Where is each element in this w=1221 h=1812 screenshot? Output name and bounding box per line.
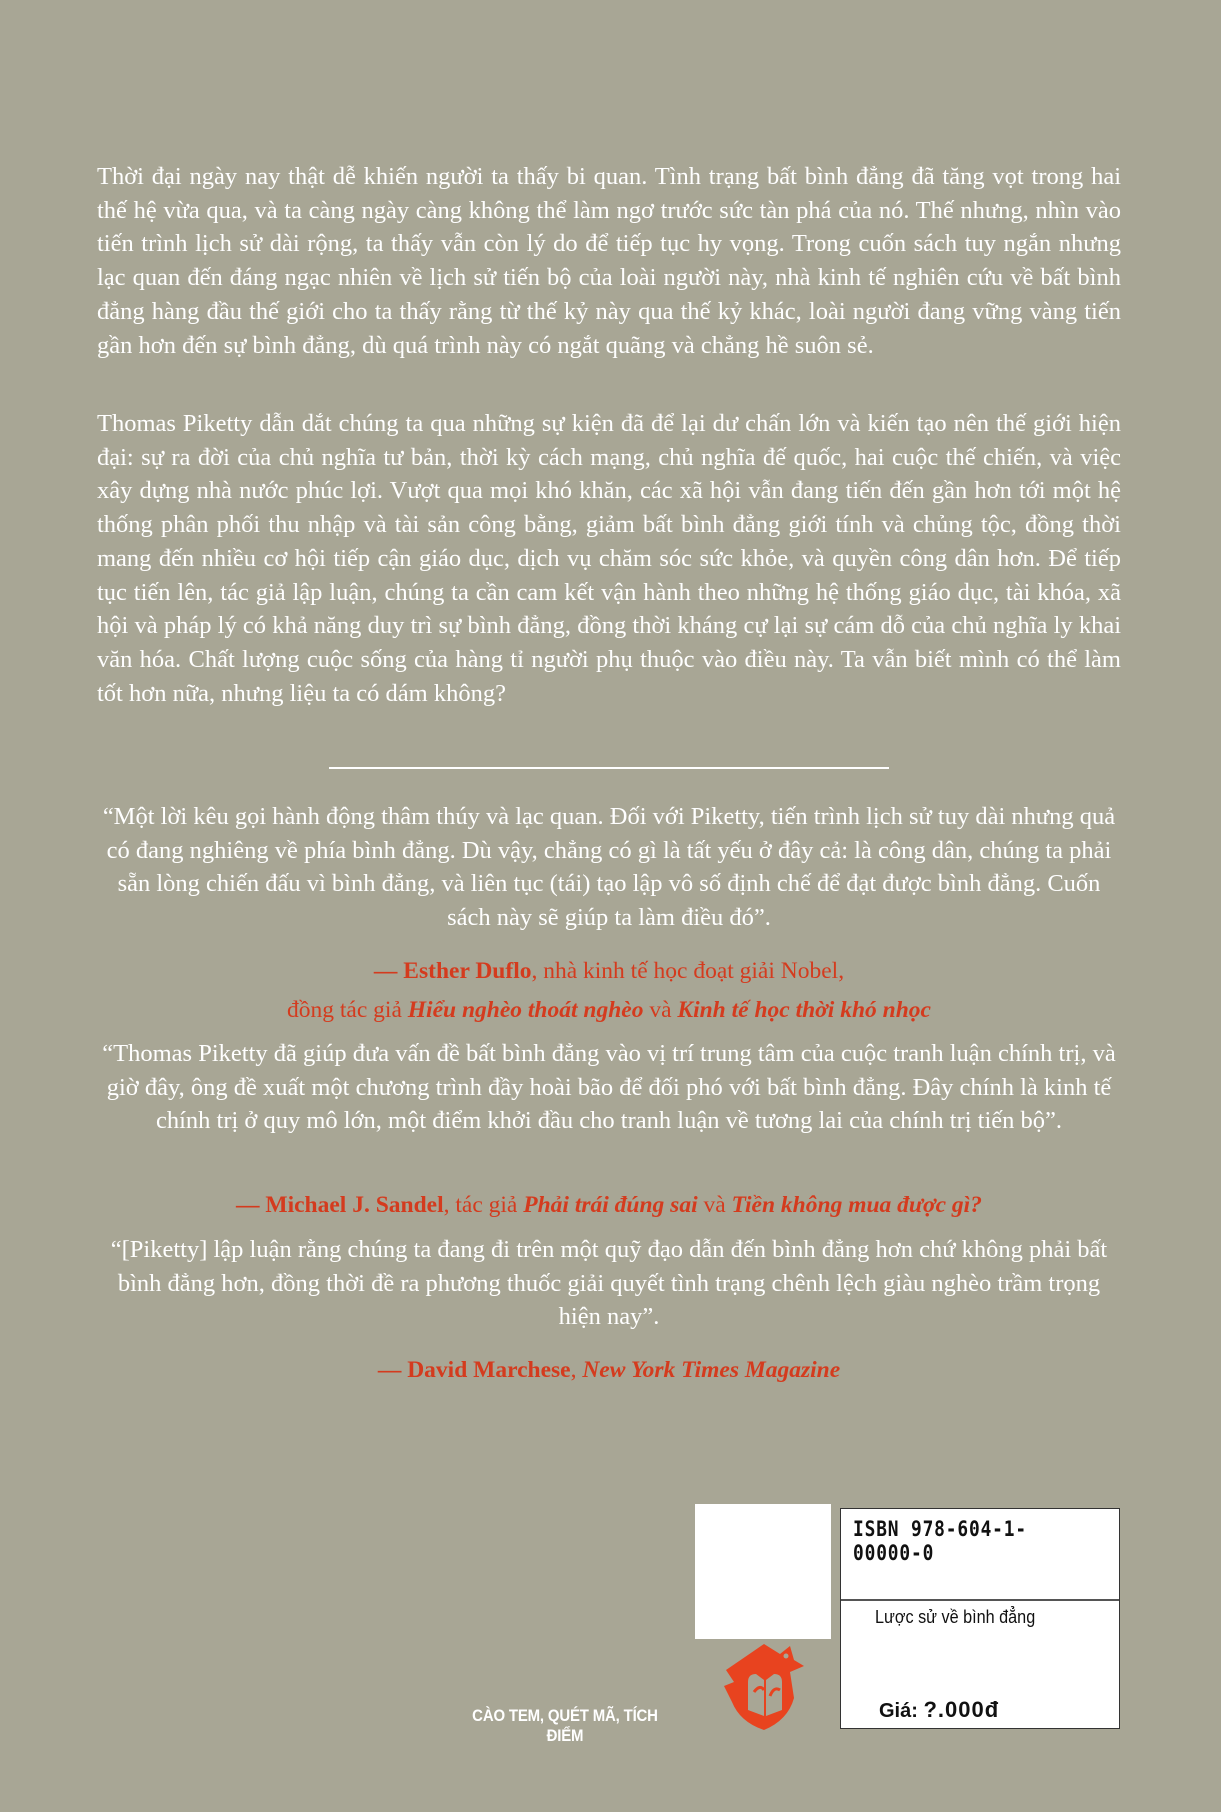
section-divider — [329, 767, 889, 769]
books-joiner: và — [697, 1192, 732, 1218]
books-prefix: đồng tác giả — [287, 997, 408, 1023]
quote-duflo-books — [97, 994, 1121, 1026]
quote-sandel: “Thomas Piketty đã giúp đưa vấn đề bất bình đẳng vào vị trí trung tâm của cuộc tranh luận chính trị, và giờ đây, ông đề xuất một chương trình đầy hoài bão để đối phó với bất bình đẳng. Đây chính là kinh tế chính trị ở quy mô lớn, một điểm khởi đầu cho tranh luận về tương lai của chính trị tiến bộ”. — [102, 1040, 1116, 1135]
quote-author: — Michael J. Sandel — [236, 1192, 444, 1218]
price — [879, 1697, 999, 1723]
book-title: Phải trái đúng sai — [523, 1192, 698, 1218]
book-title: Hiểu nghèo thoát nghèo — [407, 997, 644, 1023]
quote-duflo-attribution — [97, 955, 1121, 987]
quote-author-role: , — [570, 1357, 583, 1383]
book-title: Tiền không mua được gì? — [731, 1192, 982, 1218]
isbn-barcode-box — [840, 1508, 1120, 1729]
publisher-logo-icon — [720, 1640, 810, 1735]
books-joiner: và — [643, 997, 678, 1023]
quote-author-role: , tác giả — [443, 1192, 524, 1218]
quote-author: — David Marchese — [377, 1357, 571, 1383]
price-label: Giá: — [879, 1700, 918, 1722]
scratch-stamp-box — [695, 1504, 831, 1639]
quote-marchese-attribution — [97, 1354, 1121, 1386]
publication-title: New York Times Magazine — [582, 1357, 841, 1383]
stamp-caption: CÀO TEM, QUÉT MÃ, TÍCH ĐIỂM — [472, 1706, 658, 1745]
blurb-paragraph-2: Thomas Piketty dẫn dắt chúng ta qua những sự kiện đã để lại dư chấn lớn và kiến tạo nên thế giới hiện đại: sự ra đời của chủ nghĩa tư bản, thời kỳ cách mạng, chủ nghĩa đế quốc, hai cuộc thế chiến, và việc xây dựng nhà nước phúc lợi. Vượt qua mọi khó khăn, các xã hội vẫn đang tiến đến gần hơn tới một hệ thống phân phối thu nhập và tài sản công bằng, giảm bất bình đẳng giới tính và chủng tộc, đồng thời mang đến nhiều cơ hội tiếp cận giáo dục, dịch vụ chăm sóc sức khỏe, và quyền công dân hơn. Để tiếp tục tiến lên, tác giả lập luận, chúng ta cần cam kết vận hành theo những hệ thống giáo dục, tài khóa, xã hội và pháp lý có khả năng duy trì sự bình đẳng, đồng thời kháng cự lại sự cám dỗ của chủ nghĩa ly khai văn hóa. Chất lượng cuộc sống của hàng tỉ người phụ thuộc vào điều này. Ta vẫn biết mình có thể làm tốt hơn nữa, nhưng liệu ta có dám không? — [97, 410, 1121, 707]
quote-marchese: “[Piketty] lập luận rằng chúng ta đang đi trên một quỹ đạo dẫn đến bình đẳng hơn chứ không phải bất bình đẳng hơn, đồng thời đề ra phương thuốc giải quyết tình trạng chênh lệch giàu nghèo trầm trọng hiện nay”. — [110, 1236, 1108, 1331]
isbn-divider — [841, 1599, 1119, 1601]
blurb-paragraph-1: Thời đại ngày nay thật dễ khiến người ta thấy bi quan. Tình trạng bất bình đẳng đã tăng vọt trong hai thế hệ vừa qua, và ta càng ngày càng không thể làm ngơ trước sức tàn phá của nó. Thế nhưng, nhìn vào tiến trình lịch sử dài rộng, ta thấy vẫn còn lý do để tiếp tục hy vọng. Trong cuốn sách tuy ngắn nhưng lạc quan đến đáng ngạc nhiên về lịch sử tiến bộ của loài người này, nhà kinh tế nghiên cứu về bất bình đẳng hàng đầu thế giới cho ta thấy rằng từ thế kỷ này qua thế kỷ khác, loài người đang vững vàng tiến gần hơn đến sự bình đẳng, dù quá trình này có ngắt quãng và chẳng hề suôn sẻ. — [97, 163, 1121, 359]
quote-author: — Esther Duflo — [373, 958, 532, 984]
isbn-book-title: Lược sử về bình đẳng — [875, 1607, 1036, 1627]
quote-author-role: , nhà kinh tế học đoạt giải Nobel, — [531, 958, 845, 984]
price-value: ?.000đ — [923, 1697, 1000, 1722]
book-title: Kinh tế học thời khó nhọc — [677, 997, 931, 1023]
quote-duflo: “Một lời kêu gọi hành động thâm thúy và lạc quan. Đối với Piketty, tiến trình lịch sử tuy dài nhưng quả có đang nghiêng về phía bình đẳng. Dù vậy, chẳng có gì là tất yếu ở đây cả: là công dân, chúng ta phải sẵn lòng chiến đấu vì bình đẳng, và liên tục (tái) tạo lập vô số định chế để đạt được bình đẳng. Cuốn sách này sẽ giúp ta làm điều đó”. — [102, 803, 1116, 932]
quote-sandel-attribution — [97, 1189, 1121, 1221]
isbn-number: ISBN 978-604-1-00000-0 — [853, 1517, 1027, 1565]
